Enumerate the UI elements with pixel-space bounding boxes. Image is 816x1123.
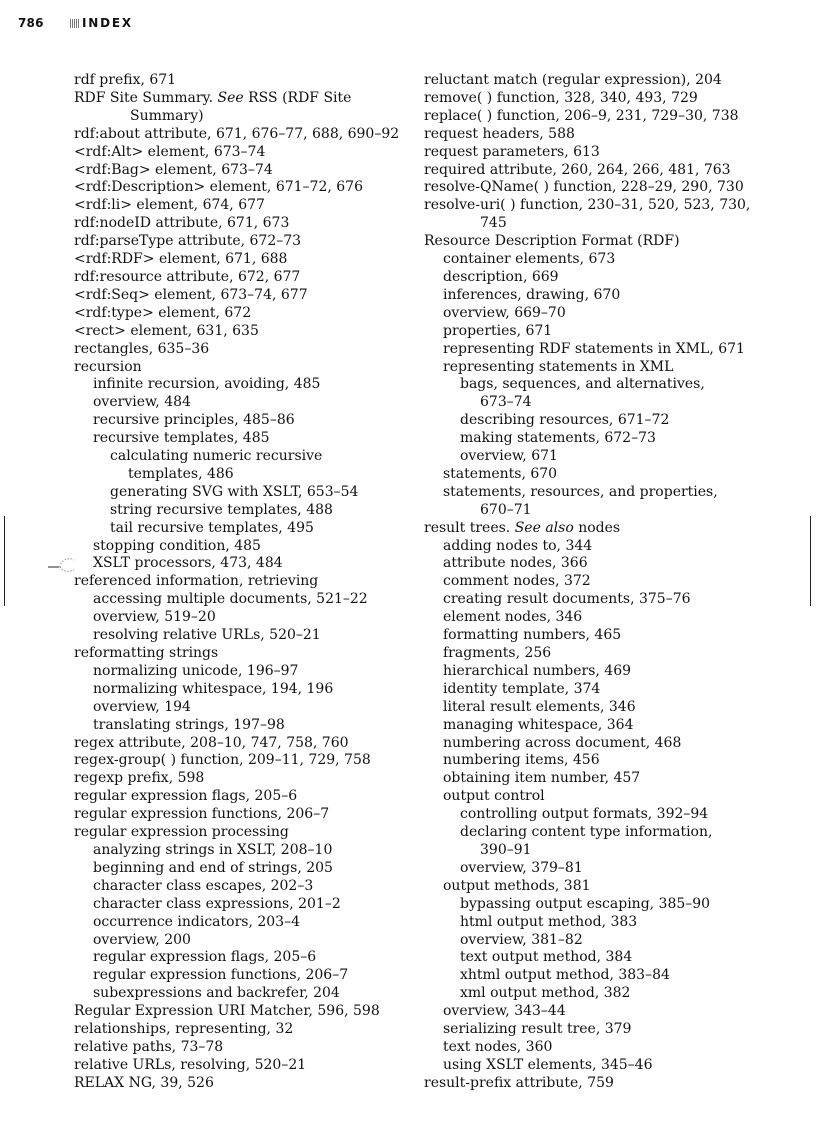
right-edge-line xyxy=(810,516,811,606)
index-entry: declaring content type information, xyxy=(460,824,713,841)
index-entry: adding nodes to, 344 xyxy=(443,537,593,554)
index-entry: element nodes, 346 xyxy=(443,609,583,626)
index-entry: rdf:about attribute, 671, 676–77, 688, 690–92 xyxy=(74,125,400,142)
index-entry: representing statements in XML xyxy=(443,358,674,375)
index-entry: beginning and end of strings, 205 xyxy=(93,859,333,876)
index-entry: <rect> element, 631, 635 xyxy=(74,322,259,339)
index-entry: <rdf:type> element, 672 xyxy=(74,304,252,321)
index-entry: numbering items, 456 xyxy=(443,752,600,769)
index-entry: resolve-uri( ) function, 230–31, 520, 523, 730, xyxy=(424,197,751,214)
index-entry: calculating numeric recursive xyxy=(110,448,323,465)
index-entry: overview, 381–82 xyxy=(460,931,583,948)
index-entry: bypassing output escaping, 385–90 xyxy=(460,895,711,912)
index-entry: creating result documents, 375–76 xyxy=(443,591,691,608)
index-entry: attribute nodes, 366 xyxy=(443,555,588,572)
index-entry: XSLT processors, 473, 484 xyxy=(93,555,283,572)
index-entry: <rdf:Seq> element, 673–74, 677 xyxy=(74,286,308,303)
index-entry: obtaining item number, 457 xyxy=(443,770,641,787)
index-entry: 673–74 xyxy=(480,394,532,411)
index-entry: statements, resources, and properties, xyxy=(443,483,718,500)
index-entry: resolving relative URLs, 520–21 xyxy=(93,627,321,644)
index-entry: bags, sequences, and alternatives, xyxy=(460,376,705,393)
index-entry: stopping condition, 485 xyxy=(93,537,261,554)
index-entry: regex attribute, 208–10, 747, 758, 760 xyxy=(74,734,349,751)
index-entry: RELAX NG, 39, 526 xyxy=(74,1074,214,1091)
index-entry: overview, 669–70 xyxy=(443,304,566,321)
index-entry: container elements, 673 xyxy=(443,251,616,268)
section-grid-icon xyxy=(70,19,79,28)
index-entry: <rdf:Alt> element, 673–74 xyxy=(74,143,266,160)
index-entry: accessing multiple documents, 521–22 xyxy=(93,591,368,608)
index-entry: relationships, representing, 32 xyxy=(74,1021,294,1038)
index-entry: html output method, 383 xyxy=(460,913,638,930)
running-header xyxy=(18,16,133,30)
entry-text: result trees. xyxy=(424,519,511,536)
index-entry: remove( ) function, 328, 340, 493, 729 xyxy=(424,89,698,106)
index-entry: rdf:nodeID attribute, 671, 673 xyxy=(74,215,290,232)
index-entry: 670–71 xyxy=(480,501,532,518)
index-entry: request headers, 588 xyxy=(424,125,575,142)
entry-text: RSS (RDF Site xyxy=(248,89,352,106)
index-entry: overview, 200 xyxy=(93,931,191,948)
index-entry: hierarchical numbers, 469 xyxy=(443,662,632,679)
index-entry: subexpressions and backrefer, 204 xyxy=(93,985,340,1002)
index-entry: representing RDF statements in XML, 671 xyxy=(443,340,745,357)
index-entry: recursive templates, 485 xyxy=(93,430,270,447)
index-entry: serializing result tree, 379 xyxy=(443,1021,632,1038)
index-entry: overview, 194 xyxy=(93,698,191,715)
index-entry: <rdf:li> element, 674, 677 xyxy=(74,197,265,214)
index-entry: regular expression functions, 206–7 xyxy=(93,967,349,984)
index-entry: overview, 519–20 xyxy=(93,609,216,626)
index-entry: request parameters, 613 xyxy=(424,143,600,160)
index-entry: description, 669 xyxy=(443,268,559,285)
index-entry: rdf prefix, 671 xyxy=(74,72,177,88)
index-entry: infinite recursion, avoiding, 485 xyxy=(93,376,321,393)
index-entry: normalizing unicode, 196–97 xyxy=(93,662,299,679)
index-entry xyxy=(74,90,394,108)
index-entry: managing whitespace, 364 xyxy=(443,716,634,733)
index-entry: numbering across document, 468 xyxy=(443,734,682,751)
index-entry: output control xyxy=(443,788,545,805)
index-entry: text output method, 384 xyxy=(460,949,633,966)
index-entry: translating strings, 197–98 xyxy=(93,716,285,733)
index-entry: fragments, 256 xyxy=(443,645,552,661)
index-entry: comment nodes, 372 xyxy=(443,573,591,590)
index-entry: overview, 379–81 xyxy=(460,859,583,876)
index-entry: regexp prefix, 598 xyxy=(74,770,205,787)
index-entry: text nodes, 360 xyxy=(443,1038,553,1055)
index-entry: Resource Description Format (RDF) xyxy=(424,233,680,250)
index-entry: referenced information, retrieving xyxy=(74,573,319,590)
index-entry: identity template, 374 xyxy=(443,680,601,697)
index-entry: regular expression functions, 206–7 xyxy=(74,806,330,823)
index-entry: overview, 343–44 xyxy=(443,1003,566,1020)
index-entry: regular expression flags, 205–6 xyxy=(74,788,298,805)
see-also-reference: See also xyxy=(514,519,574,536)
index-entry: <rdf:RDF> element, 671, 688 xyxy=(74,251,288,268)
index-entry: character class expressions, 201–2 xyxy=(93,895,341,912)
index-entry: rdf:parseType attribute, 672–73 xyxy=(74,233,302,250)
index-entry: recursion xyxy=(74,358,142,375)
index-entry: regular expression processing xyxy=(74,824,289,841)
index-entry: properties, 671 xyxy=(443,322,553,339)
index-entry: 390–91 xyxy=(480,841,532,858)
index-entry: <rdf:Description> element, 671–72, 676 xyxy=(74,179,363,196)
left-edge-line xyxy=(4,516,5,606)
index-entry: reformatting strings xyxy=(74,645,219,661)
index-entry: templates, 486 xyxy=(128,465,234,482)
index-entry: output methods, 381 xyxy=(443,877,591,894)
index-entry: Regular Expression URI Matcher, 596, 598 xyxy=(74,1003,380,1020)
index-entry: normalizing whitespace, 194, 196 xyxy=(93,680,334,697)
index-entry: describing resources, 671–72 xyxy=(460,412,670,429)
index-entry: recursive principles, 485–86 xyxy=(93,412,295,429)
index-entry: result-prefix attribute, 759 xyxy=(424,1074,614,1091)
index-entry: regular expression flags, 205–6 xyxy=(93,949,317,966)
index-entry: <rdf:Bag> element, 673–74 xyxy=(74,161,273,178)
index-entry: analyzing strings in XSLT, 208–10 xyxy=(93,841,333,858)
index-entry: literal result elements, 346 xyxy=(443,698,636,715)
index-entry: formatting numbers, 465 xyxy=(443,627,622,644)
index-entry: rectangles, 635–36 xyxy=(74,340,210,357)
index-entry: occurrence indicators, 203–4 xyxy=(93,913,300,930)
index-entry: using XSLT elements, 345–46 xyxy=(443,1056,653,1073)
index-entry: reluctant match (regular expression), 204 xyxy=(424,72,722,88)
index-entry: tail recursive templates, 495 xyxy=(110,519,314,536)
entry-text: RDF Site Summary. xyxy=(74,89,214,106)
index-entry: replace( ) function, 206–9, 231, 729–30, 738 xyxy=(424,107,739,124)
index-entry: 745 xyxy=(480,215,507,232)
index-entry: overview, 484 xyxy=(93,394,191,411)
index-entry: xhtml output method, 383–84 xyxy=(460,967,670,984)
index-entry: rdf:resource attribute, 672, 677 xyxy=(74,268,301,285)
index-entry xyxy=(424,520,754,538)
index-entry: regex-group( ) function, 209–11, 729, 758 xyxy=(74,752,371,769)
index-entry: overview, 671 xyxy=(460,448,558,465)
index-entry: relative paths, 73–78 xyxy=(74,1038,224,1055)
index-entry: character class escapes, 202–3 xyxy=(93,877,314,894)
page-number: 786 xyxy=(18,16,44,30)
index-entry: generating SVG with XSLT, 653–54 xyxy=(110,483,359,500)
index-entry: string recursive templates, 488 xyxy=(110,501,333,518)
section-label: INDEX xyxy=(82,16,133,30)
index-entry: relative URLs, resolving, 520–21 xyxy=(74,1056,307,1073)
index-column-left xyxy=(74,72,400,1093)
index-entry: resolve-QName( ) function, 228–29, 290, 730 xyxy=(424,179,744,196)
index-entry: inferences, drawing, 670 xyxy=(443,286,621,303)
index-entry: Summary) xyxy=(130,107,204,124)
index-entry: required attribute, 260, 264, 266, 481, 763 xyxy=(424,161,731,178)
see-reference: See xyxy=(217,89,244,106)
index-entry: xml output method, 382 xyxy=(460,985,631,1002)
entry-text: nodes xyxy=(578,519,621,536)
index-entry: statements, 670 xyxy=(443,465,558,482)
index-entry: making statements, 672–73 xyxy=(460,430,656,447)
index-column-right xyxy=(424,72,754,1093)
index-entry: controlling output formats, 392–94 xyxy=(460,806,709,823)
